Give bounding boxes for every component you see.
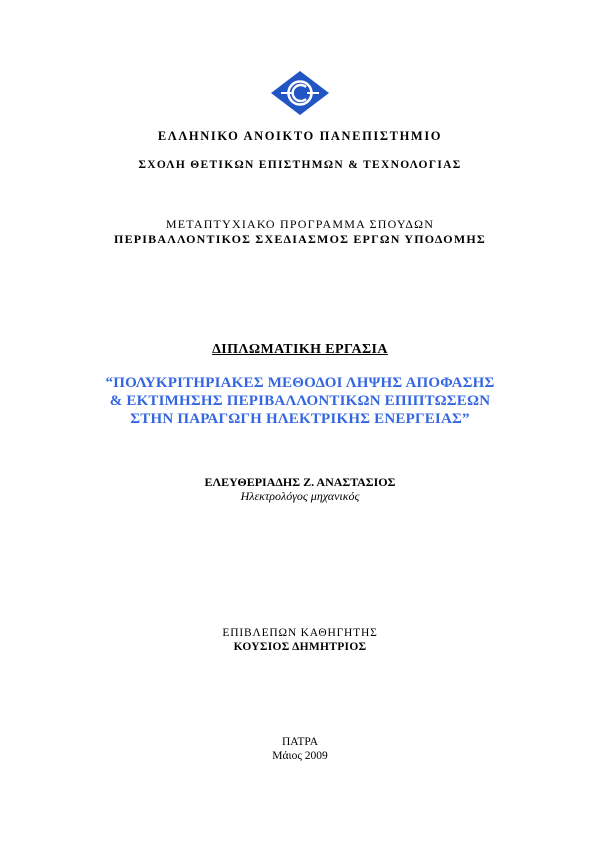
- thesis-title-line: ΣΤΗΝ ΠΑΡΑΓΩΓΗ ΗΛΕΚΤΡΙΚΗΣ ΕΝΕΡΓΕΙΑΣ”: [130, 411, 470, 427]
- school-name: ΣΧΟΛΗ ΘΕΤΙΚΩΝ ΕΠΙΣΤΗΜΩΝ & ΤΕΧΝΟΛΟΓΙΑΣ: [138, 159, 462, 171]
- thesis-title-line: & ΕΚΤΙΜΗΣΗΣ ΠΕΡΙΒΑΛΛΟΝΤΙΚΩΝ ΕΠΙΠΤΩΣΕΩΝ: [109, 393, 491, 409]
- program-type: ΜΕΤΑΠΤΥΧΙΑΚΟ ΠΡΟΓΡΑΜΜΑ ΣΠΟΥΔΩΝ: [165, 217, 435, 231]
- supervisor-name: ΚΟΥΣΙΟΣ ΔΗΜΗΤΡΙΟΣ: [233, 641, 367, 653]
- thesis-label: ΔΙΠΛΩΜΑΤΙΚΗ ΕΡΓΑΣΙΑ: [212, 342, 388, 357]
- author-name: ΕΛΕΥΘΕΡΙΑΔΗΣ Ζ. ΑΝΑΣΤΑΣΙΟΣ: [204, 475, 396, 489]
- thesis-title-line: “ΠΟΛΥΚΡΙΤΗΡΙΑΚΕΣ ΜΕΘΟΔΟΙ ΛΗΨΗΣ ΑΠΟΦΑΣΗΣ: [105, 375, 495, 391]
- university-name: ΕΛΛΗΝΙΚΟ ΑΝΟΙΚΤΟ ΠΑΝΕΠΙΣΤΗΜΙΟ: [157, 129, 443, 143]
- date: Μάιος 2009: [272, 750, 328, 762]
- supervisor-label: ΕΠΙΒΛΕΠΩΝ ΚΑΘΗΓΗΤΗΣ: [222, 627, 378, 639]
- program-name: ΠΕΡΙΒΑΛΛΟΝΤΙΚΟΣ ΣΧΕΔΙΑΣΜΟΣ ΕΡΓΩΝ ΥΠΟΔΟΜΗΣ: [114, 232, 486, 246]
- place: ΠΑΤΡΑ: [281, 736, 319, 748]
- university-logo-icon: [270, 70, 330, 116]
- author-role: Ηλεκτρολόγος μηχανικός: [240, 489, 360, 503]
